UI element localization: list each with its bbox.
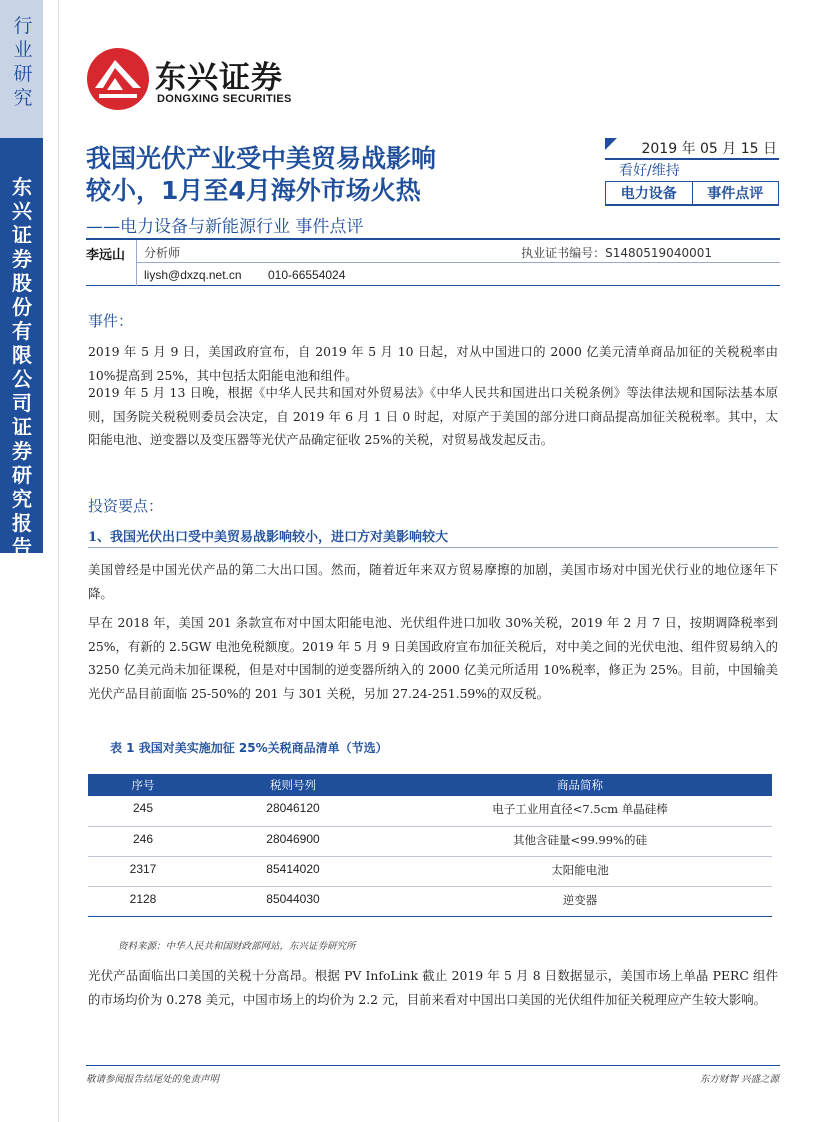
cell-product: 其他含硅量<99.99%的硅 [388,826,772,856]
analyst-phone: 010-66554024 [268,268,346,282]
investment-paragraph-1: 美国曾经是中国光伏产品的第二大出口国。然而，随着近年来双方贸易摩擦的加剧，美国市场对中国光伏行业的地位逐年下降。 [88,562,778,601]
date-row [605,136,779,160]
event-paragraph-2: 2019 年 5 月 13 日晚，根据《中华人民共和国对外贸易法》《中华人民共和国进出口关税条例》等法律法规和国际法基本原则，国务院关税税则委员会决定，自 2019 年 6 月 1 日 0 时起，对原产于美国的部分进口商品提高加征关税税率。其中，太阳能电池、逆变器以及变压器等光伏产品确定征收 25%的关税，对贸易战发起反击。 [88,385,778,447]
cell-code: 85044030 [198,886,388,916]
report-date: 2019 年 05 月 15 日 [641,141,777,157]
cell-code: 28046120 [198,796,388,826]
corner-triangle-icon [605,138,617,150]
title-line-2: 较小，1月至4月海外市场火热 [86,176,421,205]
tag-report-type: 事件点评 [692,182,779,204]
analyst-role: 分析师 [144,246,181,260]
divider [86,238,780,240]
sidebar-divider [58,0,59,1122]
report-info-box [605,136,779,206]
investment-paragraph-3: 光伏产品面临出口美国的关税十分高昂。根据 PV InfoLink 截止 2019 年 5 月 8 日数据显示，美国市场上单晶 PERC 组件的市场均价为 0.278 美元，中国市场上的均价为 2.2 元，目前来看对中国出口美国的光伏组件加征关税理应产生较大影响。 [88,968,778,1007]
cell-index: 246 [88,826,198,856]
title-line-1: 我国光伏产业受中美贸易战影响 [86,144,437,173]
cell-code: 28046900 [198,826,388,856]
logo-emblem-icon [85,46,151,112]
header-cell-index: 序号 [88,774,198,796]
report-subtitle: ——电力设备与新能源行业 事件点评 [86,217,364,237]
investment-subheading: 1、我国光伏出口受中美贸易战影响较小，进口方对美影响较大 [88,526,778,548]
logo-name-cn: 东兴证券 [155,60,283,96]
analyst-block [86,238,780,286]
rating: 看好/维持 [605,160,779,182]
tariff-table [88,774,772,917]
table-title: 表 1 我国对美实施加征 25%关税商品清单（节选） [110,741,388,755]
cell-product: 电子工业用直径<7.5cm 单晶硅棒 [388,796,772,826]
table-row [88,856,772,886]
divider [86,285,780,286]
company-logo [85,46,335,112]
cell-product: 逆变器 [388,886,772,916]
analyst-cert-number: 执业证书编号：S1480519040001 [521,246,712,260]
footer-slogan: 东方财智 兴盛之源 [699,1074,779,1085]
sidebar-category-label: 行业研究 [13,15,33,109]
investment-heading: 投资要点： [88,497,164,515]
sidebar-company-label: 东兴证券股份有限公司证券研究报告 [12,175,32,559]
footer-disclaimer: 敬请参阅报告结尾处的免责声明 [86,1074,220,1085]
header-cell-code: 税则号列 [198,774,388,796]
table-row [88,886,772,916]
event-paragraph-1: 2019 年 5 月 9 日，美国政府宣布，自 2019 年 5 月 10 日起，对从中国进口的 2000 亿美元清单商品加征的关税税率由 10%提高到 25%，其中包括太阳能电池和组件。 [88,344,778,383]
table-row [88,796,772,826]
cell-index: 2128 [88,886,198,916]
report-tags [605,182,779,206]
analyst-email[interactable]: liysh@dxzq.net.cn [144,268,242,282]
header-cell-product: 商品简称 [388,774,772,796]
cell-index: 245 [88,796,198,826]
divider [136,240,137,286]
report-title [86,143,586,207]
table-header-row [88,774,772,796]
cell-product: 太阳能电池 [388,856,772,886]
table-row [88,826,772,856]
divider [136,262,780,263]
tag-industry: 电力设备 [620,186,677,202]
analyst-name: 李远山 [86,248,126,263]
event-heading: 事件： [88,312,134,330]
logo-name-en: DONGXING SECURITIES [157,93,292,105]
table-source: 资料来源：中华人民共和国财政部网站，东兴证券研究所 [118,941,356,952]
investment-paragraph-2: 早在 2018 年，美国 201 条款宣布对中国太阳能电池、光伏组件进口加收 30%关税，2019 年 2 月 7 日，按期调降税率到 25%，有新的 2.5GW 电池免税额度。2019 年 5 月 9 日美国政府宣布加征关税后，对中美之间的光伏电池、组件贸易纳入的 3250 亿美元尚未加征课税，但是对中国制的逆变器所纳入的 2000 亿美元所适用 10%税率，修正为 25%。目前，中国输美光伏产品目前面临 25-50%的 201 与 301 关税，另加 27.24-251.59%的双反税。 [88,615,778,701]
footer-divider [86,1065,780,1066]
cell-index: 2317 [88,856,198,886]
cell-code: 85414020 [198,856,388,886]
